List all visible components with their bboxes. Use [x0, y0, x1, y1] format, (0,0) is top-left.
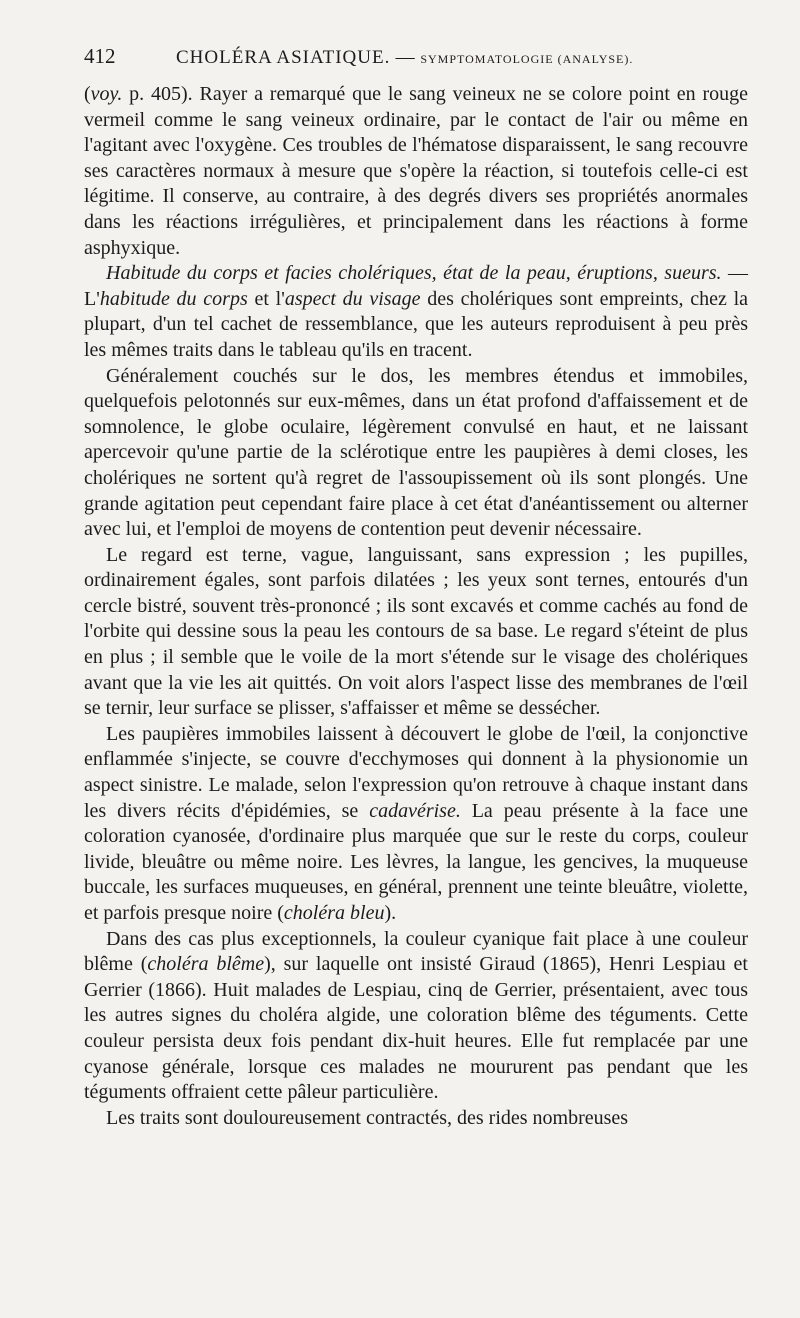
paragraph-5-term-cholera-bleu: choléra bleu: [283, 902, 385, 924]
section-heading: Habitude du corps et facies cholériques, état de la peau, éruptions, sueurs.: [106, 262, 722, 285]
paragraph-2-term-habitude: habitude du corps: [99, 287, 248, 310]
running-title-sub: SYMPTOMATOLOGIE (ANALYSE).: [420, 52, 634, 66]
paragraph-6-start: Dans des cas plus exceptionnels, la couleur cyanique fait place à une couleur blême (: [84, 927, 748, 976]
page-number: 412: [84, 44, 116, 68]
paragraph-2-mid: et l': [247, 287, 285, 310]
paragraph-1-text: p. 405). Rayer a remarqué que le sang veineux ne se colore point en rouge vermeil comme le sang veineux ordinaire, par le contact de l'air ou même en l'agitant avec l'oxygène. Ces troubles de l'hématose disparaissent, le sang recouvre ses caractères normaux à mesure que s'opère la réaction, si toutefois celle-ci est légitime. Il conserve, au contraire, à des degrés divers ses propriétés anormales dans les réactions irrégulières, et principalement dans les réactions à forme asphyxique.: [84, 83, 748, 259]
body-text: [84, 82, 748, 1131]
paragraph-5-start: Les paupières immobiles laissent à découvert le globe de l'œil, la conjonctive enflammée s'injecte, se couvre d'ecchymoses qui donnent à la physionomie un aspect sinistre. Le malade, selon l'expression qu'on retrouve à chaque instant dans les divers récits d'épidémies, se: [84, 722, 748, 822]
paragraph-5-middle: La peau présente à la face une coloration cyanosée, d'ordinaire plus marquée que sur le reste du corps, couleur livide, bleuâtre ou même noire. Les lèvres, la langue, les gencives, la muqueuse buccale, les surfaces muqueuses, en général, prennent une teinte bleuâtre, violette, et parfois presque noire (: [84, 799, 748, 924]
paragraph-7: Les traits sont douloureusement contractés, des rides nombreuses: [106, 1106, 629, 1129]
paragraph-6-text: ), sur laquelle ont insisté Giraud (1865), Henri Lespiau et Gerrier (1866). Huit malades de Lespiau, cinq de Gerrier, présentaient, avec tous les autres signes du choléra algide, une coloration blême des téguments. Cette couleur persista deux fois pendant dix-huit heures. Elle fut remplacée par une cyanose générale, lorsque ces malades ne moururent pas pendant que les téguments offraient cette pâleur particulière.: [84, 953, 748, 1104]
paragraph-5: [84, 722, 748, 927]
paragraph-1: [84, 82, 748, 261]
running-title-main: CHOLÉRA ASIATIQUE.: [176, 47, 391, 68]
paragraph-5-end: ).: [384, 902, 397, 924]
paragraph-2-text: des cholériques sont empreints, chez la plupart, d'un tel cachet de ressemblance, que les auteurs reproduisent à peu près les mêmes traits dans le tableau qu'ils en tracent.: [84, 287, 749, 361]
paragraph-6-term-cholera-bleme: choléra blême: [147, 953, 265, 976]
running-title-separator: —: [395, 47, 416, 68]
paragraph-4: Le regard est terne, vague, languissant, sans expression ; les pupilles, ordinairement égales, sont parfois dilatées ; les yeux sont ternes, entourés d'un cercle bistré, souvent très-prononcé ; ils sont excavés et comme cachés au fond de l'orbite qui dessine sous la peau les contours de sa base. Le regard s'éteint de plus en plus ; il semble que le voile de la mort s'étende sur le visage des cholériques avant que la vie les ait quittés. On voit alors l'aspect lisse des membranes de l'œil se ternir, leur surface se plisser, s'affaisser et même se dessécher.: [84, 543, 748, 720]
paragraph-2: [84, 261, 748, 363]
running-title: [176, 47, 633, 69]
paragraph-1-open: (: [84, 83, 91, 105]
paragraph-3: Généralement couchés sur le dos, les membres étendus et immobiles, quelquefois pelotonnés sur eux-mêmes, dans un état profond d'affaissement et de somnolence, le globe oculaire, légèrement convulsé en haut, et ne laissant apercevoir qu'une partie de la sclérotique entre les paupières à demi closes, les cholériques ne sortent qu'à regret de l'assoupissement où ils sont plongés. Une grande agitation peut cependant faire place à cet état d'anéantissement ou alterner avec lui, et l'emploi de moyens de contention peut devenir nécessaire.: [84, 364, 748, 541]
paragraph-2-dash: — L': [84, 262, 749, 310]
paragraph-2-term-aspect: aspect du visage: [284, 287, 421, 310]
paragraph-1-voy: voy.: [90, 83, 123, 105]
running-header: [84, 44, 748, 74]
paragraph-5-term-cadaverise: cadavérise.: [369, 799, 461, 822]
paragraph-6: [84, 927, 748, 1106]
